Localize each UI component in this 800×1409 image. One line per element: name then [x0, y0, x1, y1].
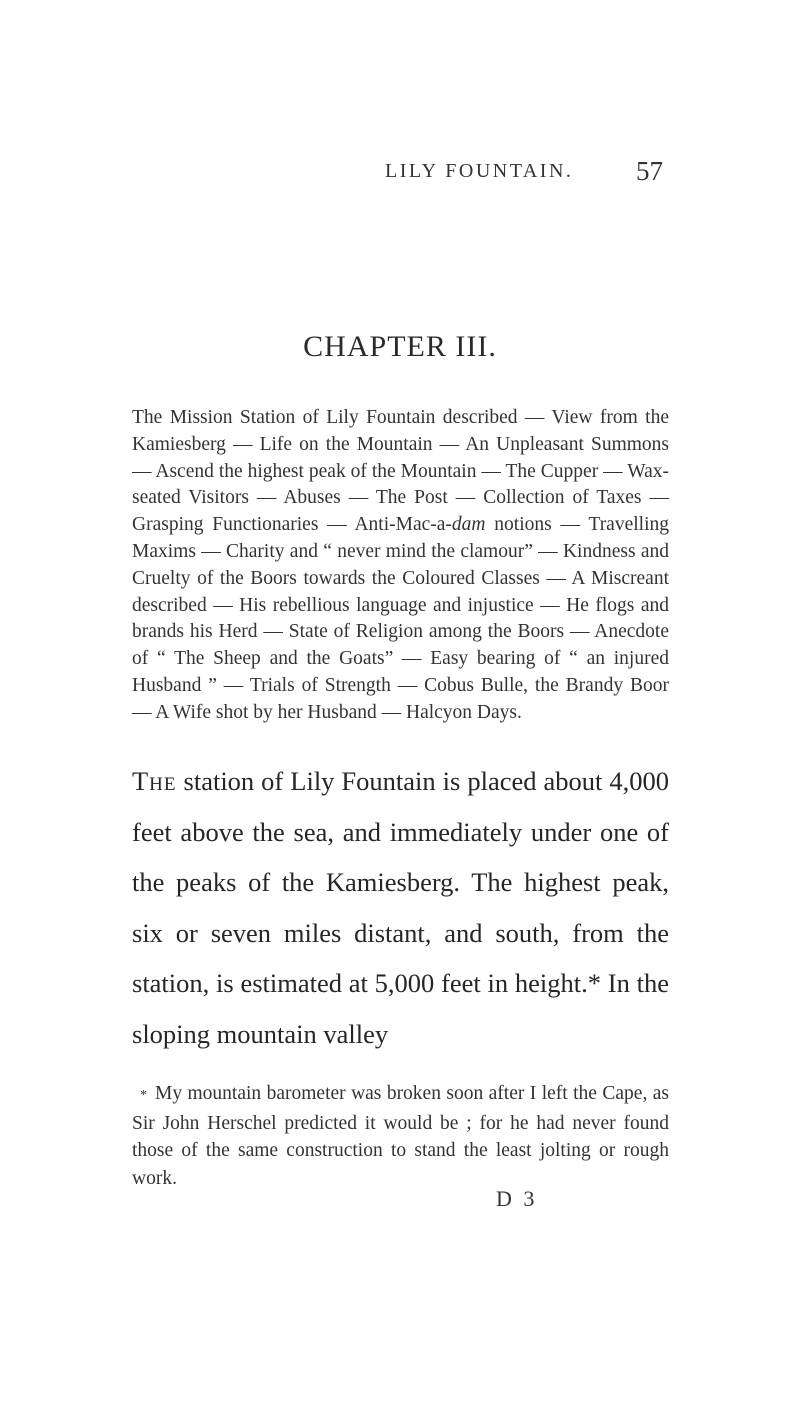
chapter-synopsis [132, 405, 669, 727]
synopsis-text-part1: The Mission Station of Lily Fountain described — View from the Kamiesberg — Life on the Mountain — An Unpleasant Summons — Ascend the highest peak of the Mountain — The Cupper — Wax-seated Visitors — Abuses — The Post — Collection of Taxes — Grasping Functionaries — Anti-Mac-a- [132, 407, 669, 536]
footnote [132, 1080, 669, 1192]
footnote-text: My mountain barometer was broken soon after I left the Cape, as Sir John Herschel predicted it would be ; for he had never found those of the same construction to stand the least jolting or rough work. [132, 1083, 669, 1189]
chapter-heading: CHAPTER III. [303, 330, 497, 363]
synopsis-italic-word: dam [451, 514, 486, 536]
page-number: 57 [636, 156, 663, 186]
lead-word: The [132, 766, 177, 796]
body-paragraph [132, 756, 669, 1059]
signature-mark: D 3 [496, 1186, 538, 1211]
running-head [0, 156, 800, 190]
running-title: LILY FOUNTAIN. [385, 160, 574, 182]
footnote-mark: * [140, 1088, 147, 1103]
body-text: station of Lily Fountain is placed about 4,000 feet above the sea, and immediately under one of the peaks of the Kamiesberg. The highest peak, six or seven miles distant, and south, from the station, is estimated at 5,000 feet in height.* In the sloping mountain valley [132, 766, 669, 1049]
synopsis-text-part2: notions — Travelling Maxims — Charity and “ never mind the clamour” — Kindness and Cruelty of the Boors towards the Coloured Classes — A Miscreant described — His rebellious language and injustice — He flogs and brands his Herd — State of Religion among the Boors — Anecdote of “ The Sheep and the Goats” — Easy bearing of “ an injured Husband ” — Trials of Strength — Cobus Bulle, the Brandy Boor — A Wife shot by her Husband — Halcyon Days. [132, 514, 669, 723]
